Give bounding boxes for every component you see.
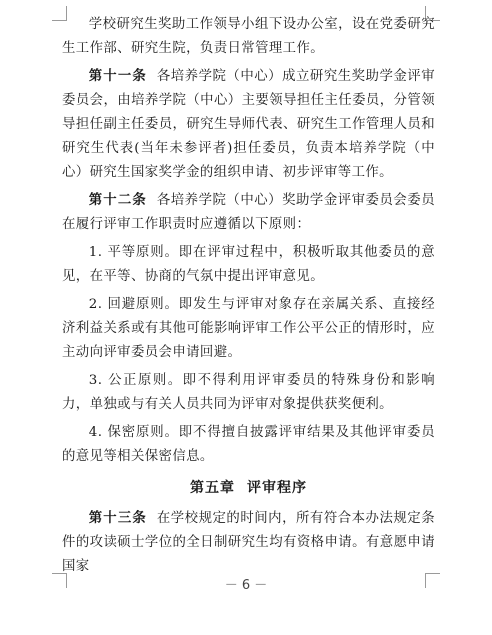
chapter-heading — [62, 475, 435, 501]
paragraph-text: 1. 平等原则。即在评审过程中，积极听取其他委员的意见，在平等、协商的气氛中提出评审意见。 — [62, 245, 435, 284]
page-number: － 6 － — [224, 578, 268, 593]
chapter-number: 第五章 — [190, 480, 235, 496]
paragraph — [62, 421, 435, 469]
paragraph — [62, 507, 435, 579]
paragraph — [62, 13, 435, 61]
paragraph-text: 2. 回避原则。即发生与评审对象存在亲属关系、直接经济利益关系或有其他可能影响评审工作公平公正的情形时，应主动向评审委员会申请回避。 — [62, 297, 435, 360]
article-number: 第十三条 — [88, 511, 147, 526]
paragraph — [62, 241, 435, 289]
paragraph-text: 在学校规定的时间内，所有符合本办法规定条件的攻读硕士学位的全日制研究生均有资格申请。有意愿申请国家 — [62, 511, 436, 574]
paragraph — [62, 189, 435, 237]
paragraphs-before-chapter — [62, 13, 435, 469]
paragraph — [62, 65, 435, 185]
paragraph — [62, 293, 435, 365]
paragraph-text: 3. 公正原则。即不得利用评审委员的特殊身份和影响力，单独或与有关人员共同为评审对象提供获奖便利。 — [62, 373, 435, 412]
paragraph-text: 学校研究生奖助工作领导小组下设办公室，设在党委研究生工作部、研究生院，负责日常管理工作。 — [62, 17, 435, 56]
paragraph-text: 4. 保密原则。即不得擅自披露评审结果及其他评审委员的意见等相关保密信息。 — [62, 425, 435, 464]
article-number: 第十二条 — [88, 193, 147, 208]
paragraph — [62, 369, 435, 417]
document-body — [62, 13, 435, 583]
chapter-title: 评审程序 — [247, 480, 307, 496]
article-number: 第十一条 — [88, 69, 147, 84]
paragraph-text: 各培养学院（中心）奖助学金评审委员会委员在履行评审工作职责时应遵循以下原则： — [62, 193, 436, 232]
paragraphs-after-chapter — [62, 507, 435, 579]
paragraph-text: 各培养学院（中心）成立研究生奖助学金评审委员会，由培养学院（中心）主要领导担任主任委员，分管领导担任副主任委员，研究生导师代表、研究生工作管理人员和研究生代表(当年未参评者)担任委员，负责本培养学院（中心）研究生国家奖学金的组织申请、初步评审等工作。 — [62, 69, 436, 180]
